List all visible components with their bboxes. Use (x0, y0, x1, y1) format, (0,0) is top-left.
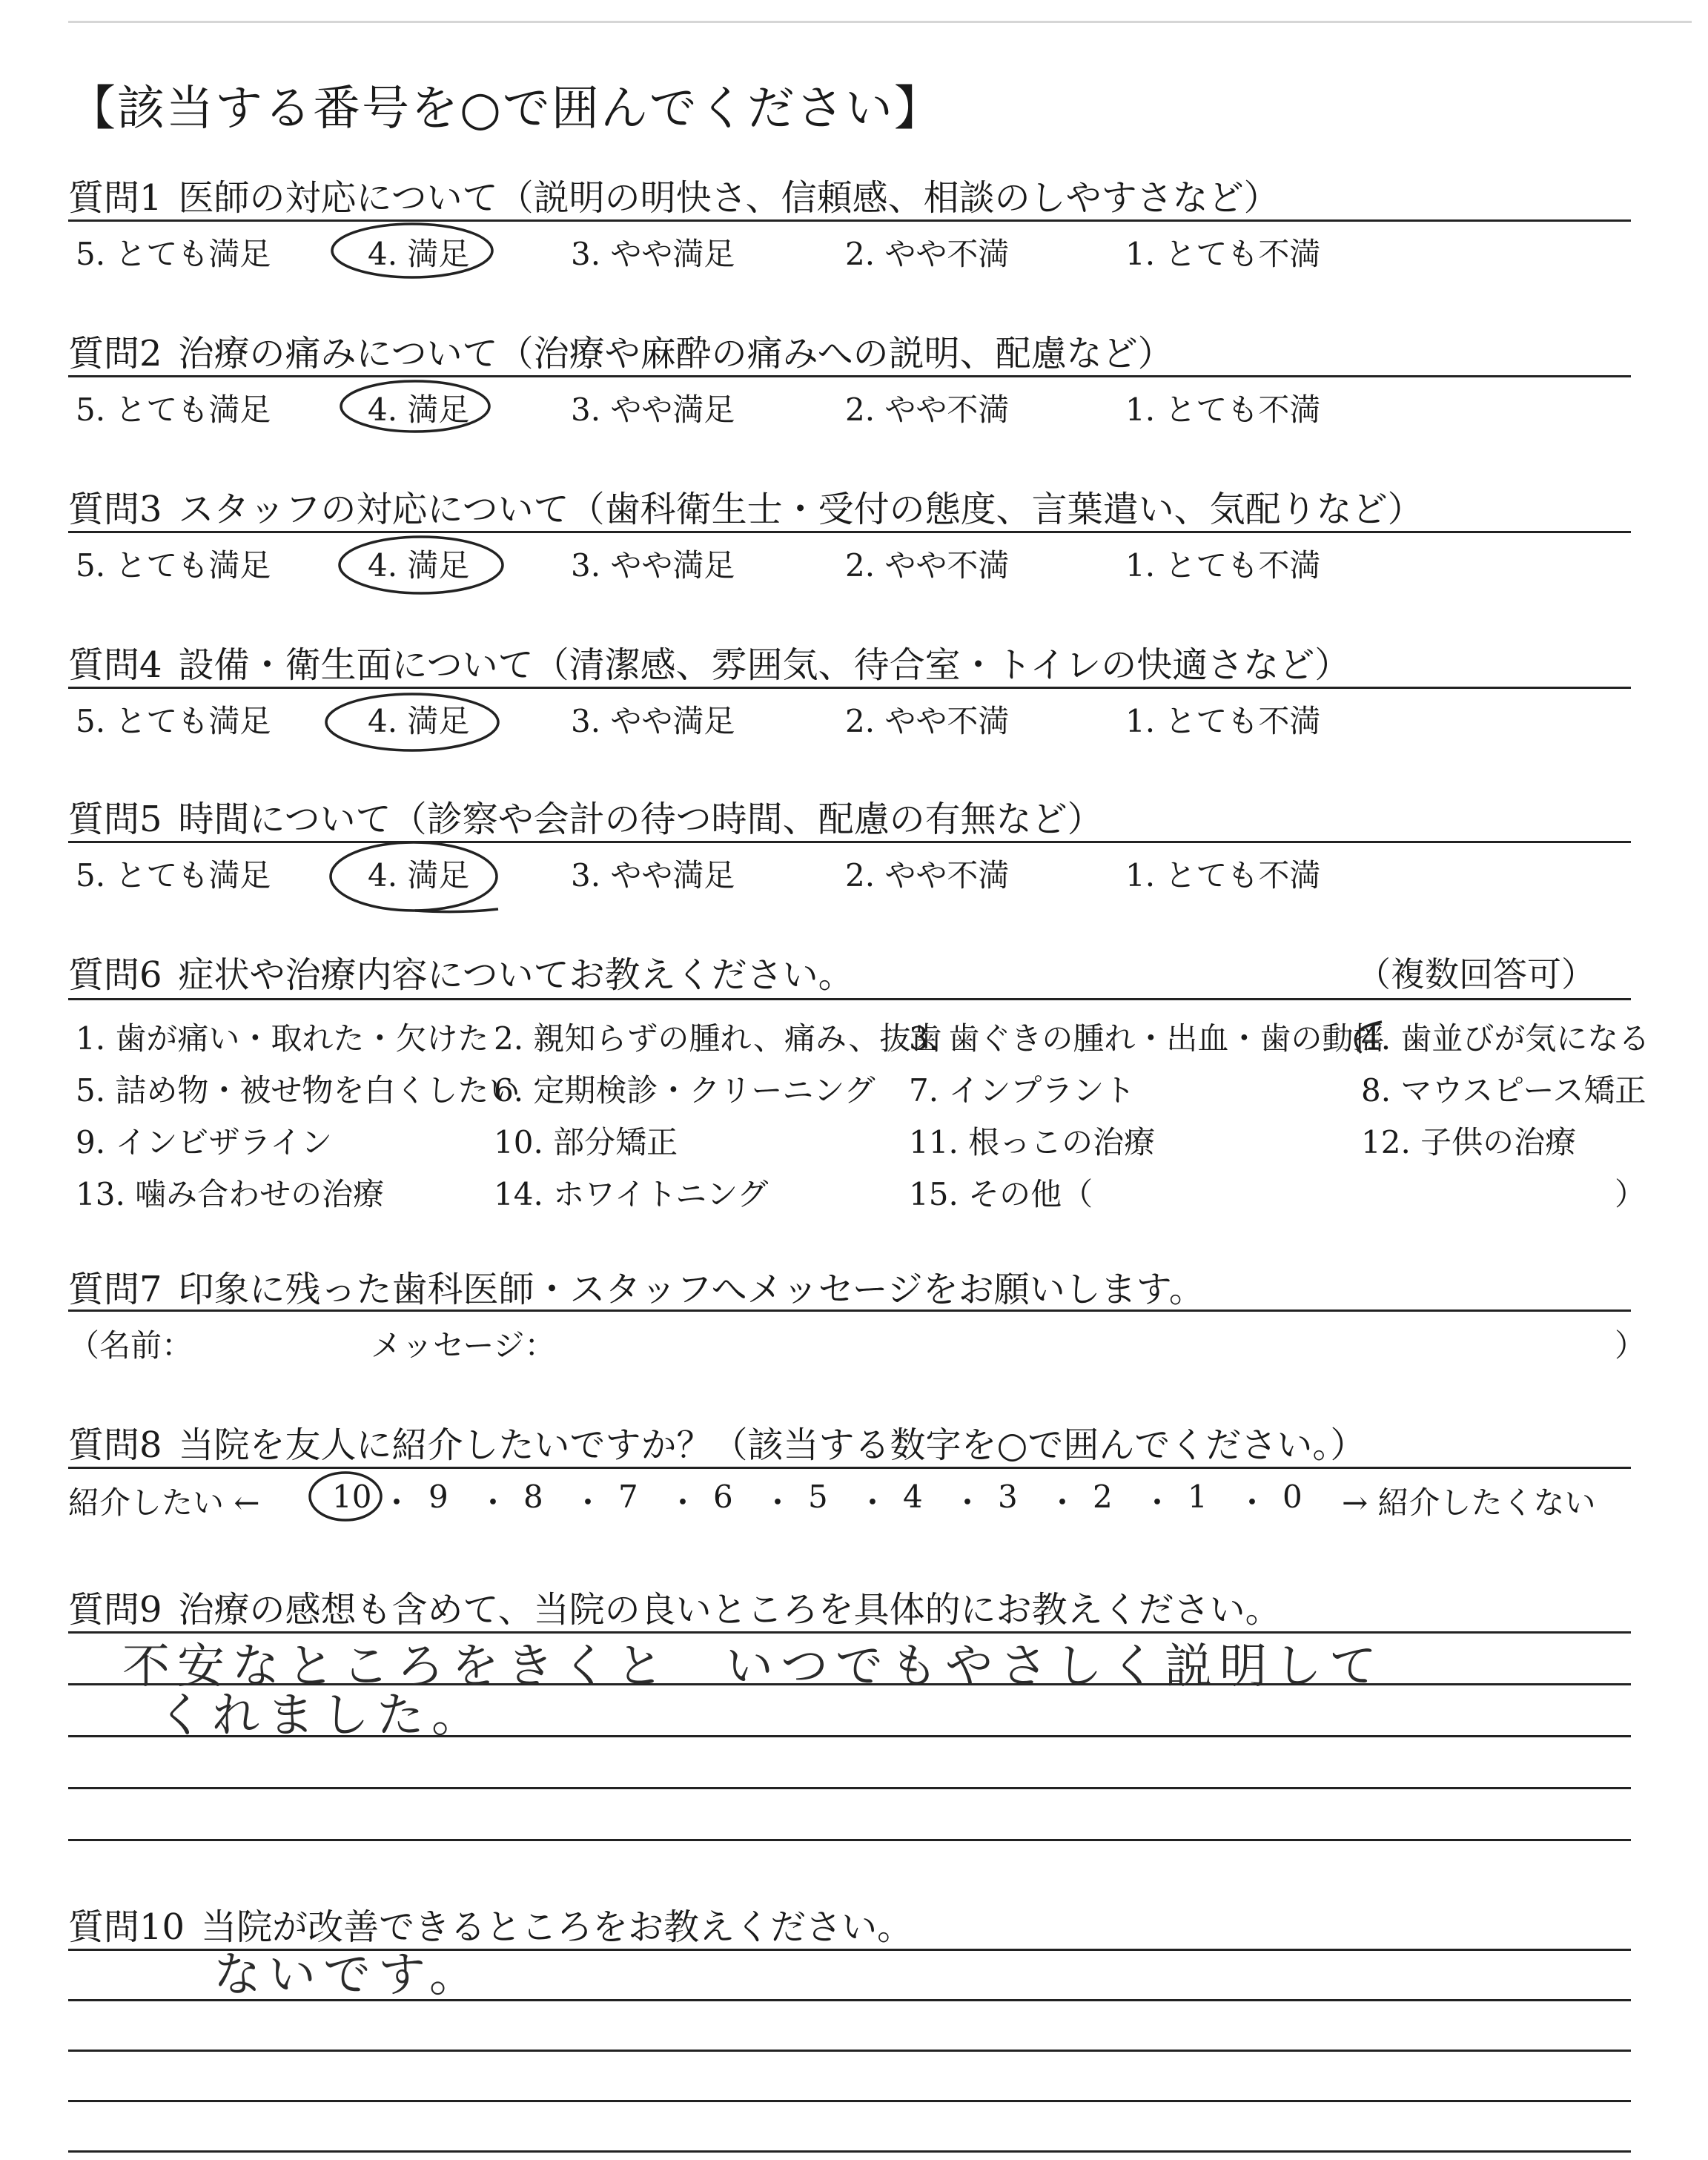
question-2-label: 質問2 (68, 333, 162, 374)
q6-item-9[interactable]: 9. インビザライン (76, 1124, 333, 1160)
q9-line-5 (68, 1839, 1631, 1841)
q3-option-2[interactable]: 2. やや不満 (845, 547, 1010, 584)
q6-item-13[interactable]: 13. 噛み合わせの治療 (76, 1176, 385, 1212)
question-9-title (68, 1581, 1281, 1632)
question-6-title (68, 946, 854, 997)
q6-item-15-close: ） (1615, 1176, 1646, 1212)
q3-option-4[interactable]: 4. 満足 (368, 547, 470, 584)
question-8-text: 当院を友人に紹介したいですか？（該当する数字を○で囲んでください。） (178, 1424, 1366, 1466)
q5-option-3[interactable]: 3. やや満足 (571, 857, 735, 894)
question-8-title (68, 1416, 1366, 1467)
q8-scale-5[interactable]: 5 (808, 1479, 828, 1515)
q8-scale-separator: ・ (857, 1484, 889, 1521)
q1-option-1[interactable]: 1. とても不満 (1125, 236, 1321, 272)
q8-scale-1[interactable]: 1 (1188, 1479, 1208, 1515)
q10-line-4 (68, 2100, 1631, 2102)
q3-option-1[interactable]: 1. とても不満 (1125, 547, 1321, 584)
question-10-text: 当院が改善できるところをお教えください。 (201, 1906, 913, 1948)
question-9-label: 質問9 (68, 1589, 162, 1631)
question-1-title (68, 169, 1280, 220)
q6-item-2[interactable]: 2. 親知らずの腫れ、痛み、抜歯 (494, 1020, 942, 1057)
q8-scale-3[interactable]: 3 (998, 1479, 1018, 1515)
question-2-rule (68, 375, 1631, 377)
q2-option-3[interactable]: 3. やや満足 (571, 392, 735, 428)
question-3-text: スタッフの対応について（歯科衛生士・受付の態度、言葉遣い、気配りなど） (178, 489, 1423, 530)
question-8-rule (68, 1467, 1631, 1469)
question-3-rule (68, 531, 1631, 533)
question-6-rule (68, 998, 1631, 1000)
question-7-label: 質問7 (68, 1269, 162, 1310)
q6-item-1[interactable]: 1. 歯が痛い・取れた・欠けた (76, 1020, 489, 1057)
question-7-title (68, 1261, 1205, 1312)
q9-answer-line-2: くれました。 (157, 1688, 486, 1743)
question-5-rule (68, 841, 1631, 843)
q7-close: ） (1615, 1327, 1646, 1364)
form-heading: 【該当する番号を○で囲んでください】 (68, 82, 943, 136)
q8-scale-separator: ・ (1142, 1484, 1174, 1521)
question-7-rule (68, 1309, 1631, 1312)
q10-line-5 (68, 2150, 1631, 2153)
q8-scale-separator: ・ (572, 1484, 604, 1521)
q5-option-1[interactable]: 1. とても不満 (1125, 857, 1321, 894)
question-6-text: 症状や治療内容についてお教えください。 (178, 954, 854, 996)
q1-option-2[interactable]: 2. やや不満 (845, 236, 1010, 272)
q10-line-3 (68, 2050, 1631, 2052)
q2-option-1[interactable]: 1. とても不満 (1125, 392, 1321, 428)
q3-option-3[interactable]: 3. やや満足 (571, 547, 735, 584)
q9-line-4 (68, 1787, 1631, 1789)
q8-right-label: → 紹介したくない (1342, 1484, 1596, 1521)
q4-option-1[interactable]: 1. とても不満 (1125, 703, 1321, 739)
q6-item-3[interactable]: 3. 歯ぐきの腫れ・出血・歯の動揺 (909, 1020, 1385, 1057)
question-2-text: 治療の痛みについて（治療や麻酔の痛みへの説明、配慮など） (178, 333, 1174, 374)
q8-scale-separator: ・ (667, 1484, 699, 1521)
q8-scale-separator: ・ (762, 1484, 794, 1521)
q1-option-5[interactable]: 5. とても満足 (76, 236, 271, 272)
question-7-text: 印象に残った歯科医師・スタッフへメッセージをお願いします。 (178, 1269, 1205, 1310)
question-5-text: 時間について（診察や会計の待つ時間、配慮の有無など） (178, 799, 1103, 840)
q6-item-14[interactable]: 14. ホワイトニング (494, 1176, 769, 1212)
q2-option-5[interactable]: 5. とても満足 (76, 392, 271, 428)
q8-scale-4[interactable]: 4 (903, 1479, 923, 1515)
question-6-label: 質問6 (68, 954, 162, 996)
q8-scale-2[interactable]: 2 (1093, 1479, 1113, 1515)
question-1-text: 医師の対応について（説明の明快さ、信頼感、相談のしやすさなど） (178, 177, 1280, 219)
q8-scale-6[interactable]: 6 (713, 1479, 733, 1515)
q6-item-11[interactable]: 11. 根っこの治療 (909, 1124, 1156, 1160)
question-1-label: 質問1 (68, 177, 162, 219)
q8-scale-separator: ・ (381, 1484, 413, 1521)
q8-scale-separator: ・ (1047, 1484, 1079, 1521)
question-4-text: 設備・衛生面について（清潔感、雰囲気、待合室・トイレの快適さなど） (178, 644, 1351, 686)
question-4-label: 質問4 (68, 644, 162, 686)
q8-scale-9[interactable]: 9 (428, 1479, 448, 1515)
q5-option-4[interactable]: 4. 満足 (368, 857, 470, 894)
q1-option-4[interactable]: 4. 満足 (368, 236, 470, 272)
question-5-title (68, 790, 1103, 842)
q8-scale-separator: ・ (1237, 1484, 1268, 1521)
question-8-label: 質問8 (68, 1424, 162, 1466)
q5-option-5[interactable]: 5. とても満足 (76, 857, 271, 894)
q8-scale-10[interactable]: 10 (332, 1479, 372, 1515)
q6-item-15[interactable]: 15. その他（ (909, 1176, 1093, 1212)
q1-option-3[interactable]: 3. やや満足 (571, 236, 735, 272)
question-1-rule (68, 219, 1631, 222)
q2-option-2[interactable]: 2. やや不満 (845, 392, 1010, 428)
question-9-text: 治療の感想も含めて、当院の良いところを具体的にお教えください。 (178, 1589, 1281, 1631)
q8-scale-8[interactable]: 8 (523, 1479, 543, 1515)
q4-option-4[interactable]: 4. 満足 (368, 703, 470, 739)
question-6-note: （複数回答可） (1357, 954, 1595, 994)
question-2-title (68, 325, 1174, 376)
question-3-label: 質問3 (68, 489, 162, 530)
q10-answer-line-1: ないです。 (214, 1948, 484, 2003)
q7-message-label: メッセージ： (371, 1327, 556, 1364)
q9-answer-line-1: 不安なところをきくと いつでもやさしく説明して (122, 1639, 1384, 1694)
q8-scale-7[interactable]: 7 (618, 1479, 638, 1515)
q6-item-7[interactable]: 7. インプラント (909, 1072, 1136, 1109)
q8-scale-separator: ・ (952, 1484, 984, 1521)
question-4-title (68, 636, 1350, 687)
question-10-label: 質問10 (68, 1906, 185, 1948)
question-3-title (68, 480, 1423, 532)
q4-option-5[interactable]: 5. とても満足 (76, 703, 271, 739)
q8-scale-separator: ・ (477, 1484, 509, 1521)
q8-scale-0[interactable]: 0 (1282, 1479, 1302, 1515)
q6-item-8[interactable]: 8. マウスピース矯正 (1361, 1072, 1646, 1109)
q5-selection-tail (415, 909, 498, 912)
q3-option-5[interactable]: 5. とても満足 (76, 547, 271, 584)
top-border (68, 21, 1692, 23)
question-4-rule (68, 687, 1631, 689)
q6-item-12[interactable]: 12. 子供の治療 (1361, 1124, 1577, 1160)
q6-item-10[interactable]: 10. 部分矯正 (494, 1124, 678, 1160)
q6-item-5[interactable]: 5. 詰め物・被せ物を白くしたい (76, 1072, 520, 1109)
q2-option-4[interactable]: 4. 満足 (368, 392, 470, 428)
q6-item-4[interactable]: 4. 歯並びが気になる (1361, 1020, 1650, 1057)
question-5-label: 質問5 (68, 799, 162, 840)
q8-left-label: 紹介したい ← (68, 1484, 260, 1521)
q5-option-2[interactable]: 2. やや不満 (845, 857, 1010, 894)
q4-option-3[interactable]: 3. やや満足 (571, 703, 735, 739)
q7-name-label: （名前： (68, 1327, 193, 1364)
q6-item-6[interactable]: 6. 定期検診・クリーニング (494, 1072, 875, 1109)
q4-option-2[interactable]: 2. やや不満 (845, 703, 1010, 739)
question-10-title (68, 1898, 913, 1949)
